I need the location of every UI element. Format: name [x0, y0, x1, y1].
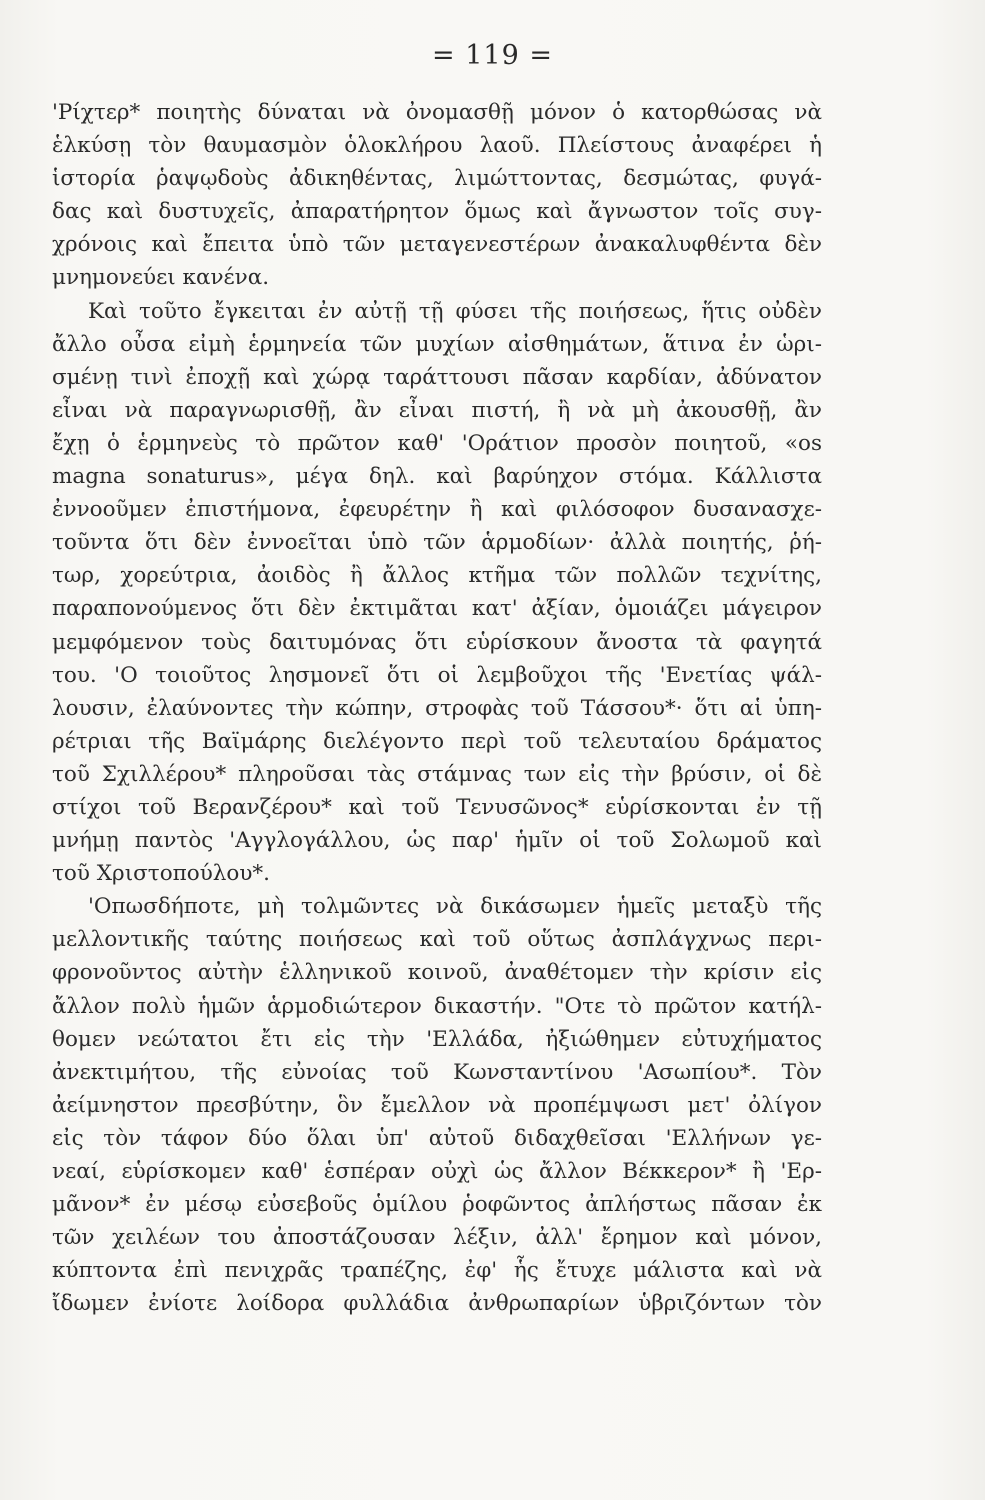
text-line: τωρ, χορεύτρια, ἀοιδὸς ἢ ἄλλος κτῆμα τῶν πολλῶν τεχνίτης,	[52, 563, 822, 589]
text-line: μνημονεύει κανένα.	[52, 265, 270, 291]
text-line: εἰς τὸν τάφον δύο ὅλαι ὑπ' αὐτοῦ διδαχθεῖσαι 'Ελλήνων γε-	[52, 1125, 822, 1151]
text-line: φρονοῦντος αὐτὴν ἑλληνικοῦ κοινοῦ, ἀναθέτομεν τὴν κρίσιν εἰς	[52, 960, 822, 986]
text-line: ἄλλον πολὺ ἡμῶν ἁρμοδιώτερον δικαστήν. "Οτε τὸ πρῶτον κατήλ-	[52, 993, 822, 1019]
text-line: ἔχῃ ὁ ἑρμηνεὺς τὸ πρῶτον καθ' 'Οράτιον προσὸν ποιητοῦ, «os	[52, 430, 822, 456]
text-line: εἶναι νὰ παραγνωρισθῇ, ἂν εἶναι πιστή, ἢ νὰ μὴ ἀκουσθῇ, ἂν	[52, 397, 822, 423]
text-line: 'Οπωσδήποτε, μὴ τολμῶντες νὰ δικάσωμεν ἡμεῖς μεταξὺ τῆς	[88, 894, 822, 920]
text-line: ἐννοοῦμεν ἐπιστήμονα, ἐφευρέτην ἢ καὶ φιλόσοφον δυσανασχε-	[52, 497, 822, 523]
text-line: ἀείμνηστον πρεσβύτην, ὃν ἔμελλον νὰ προπέμψωσι μετ' ὀλίγον	[52, 1092, 822, 1118]
text-line: μνήμῃ παντὸς 'Αγγλογάλλου, ὡς παρ' ἡμῖν οἱ τοῦ Σολωμοῦ καὶ	[52, 828, 822, 854]
text-line: χρόνοις καὶ ἔπειτα ὑπὸ τῶν μεταγενεστέρων ἀνακαλυφθέντα δὲν	[52, 232, 822, 258]
text-line: στίχοι τοῦ Βερανζέρου* καὶ τοῦ Τενυσῶνος* εὑρίσκονται ἐν τῇ	[52, 794, 822, 820]
text-line: τοῦντα ὅτι δὲν ἐννοεῖται ὑπὸ τῶν ἁρμοδίων· ἀλλὰ ποιητής, ῥή-	[52, 530, 822, 556]
text-line: παραπονούμενος ὅτι δὲν ἐκτιμᾶται κατ' ἀξίαν, ὁμοιάζει μάγειρον	[52, 596, 822, 622]
text-line: ἴδωμεν ἐνίοτε λοίδορα φυλλάδια ἀνθρωπαρίων ὑβριζόντων τὸν	[52, 1291, 822, 1317]
text-line: κύπτοντα ἐπὶ πενιχρᾶς τραπέζης, ἐφ' ἧς ἔτυχε μάλιστα καὶ νὰ	[52, 1258, 822, 1284]
text-line: ἀνεκτιμήτου, τῆς εὐνοίας τοῦ Κωνσταντίνου 'Ασωπίου*. Τὸν	[52, 1059, 822, 1085]
text-line: δας καὶ δυστυχεῖς, ἀπαρατήρητον ὅμως καὶ ἄγνωστον τοῖς συγ-	[52, 199, 822, 225]
text-line: μᾶνον* ἐν μέσῳ εὐσεβοῦς ὁμίλου ῥοφῶντος ἀπλήστως πᾶσαν ἐκ	[52, 1192, 822, 1218]
text-line: τοῦ Σχιλλέρου* πληροῦσαι τὰς στάμνας των εἰς τὴν βρύσιν, οἱ δὲ	[52, 761, 822, 787]
text-line: magna sonaturus», μέγα δηλ. καὶ βαρύηχον στόμα. Κάλλιστα	[52, 464, 822, 490]
text-line: νεαί, εὑρίσκομεν καθ' ἑσπέραν οὐχὶ ὡς ἄλλον Βέκκερον* ἢ 'Ερ-	[52, 1159, 822, 1184]
text-line: ἱστορία ῥαψῳδοὺς ἀδικηθέντας, λιμώττοντας, δεσμώτας, φυγά-	[52, 166, 822, 192]
text-line: ἄλλο οὖσα εἰμὴ ἑρμηνεία τῶν μυχίων αἰσθημάτων, ἅτινα ἐν ὡρι-	[52, 331, 822, 357]
text-line: μελλοντικῆς ταύτης ποιήσεως καὶ τοῦ οὕτως ἀσπλάγχνως περι-	[52, 927, 822, 953]
page-number: = 119 =	[432, 40, 553, 71]
text-line: λουσιν, ἐλαύνοντες τὴν κώπην, στροφὰς τοῦ Τάσσου*· ὅτι αἱ ὑπη-	[52, 695, 822, 721]
text-line: θομεν νεώτατοι ἔτι εἰς τὴν 'Ελλάδα, ἠξιώθημεν εὐτυχήματος	[52, 1026, 822, 1052]
text-line: μεμφόμενον τοὺς δαιτυμόνας ὅτι εὑρίσκουν ἄνοστα τὰ φαγητά	[52, 629, 822, 655]
text-line: τῶν χειλέων του ἀποστάζουσαν λέξιν, ἀλλ' ἔρημον καὶ μόνον,	[52, 1225, 822, 1251]
text-line: ρέτριαι τῆς Βαϊμάρης διελέγοντο περὶ τοῦ τελευταίου δράματος	[52, 728, 822, 754]
text-line: Καὶ τοῦτο ἔγκειται ἐν αὐτῇ τῇ φύσει τῆς ποιήσεως, ἥτις οὐδὲν	[88, 298, 822, 324]
body-text	[52, 96, 822, 1320]
text-line: ἑλκύσῃ τὸν θαυμασμὸν ὁλοκλήρου λαοῦ. Πλείστους ἀναφέρει ἡ	[52, 133, 822, 159]
text-line: σμένῃ τινὶ ἐποχῇ καὶ χώρᾳ ταράττουσι πᾶσαν καρδίαν, ἀδύνατον	[52, 364, 822, 390]
text-line: 'Ρίχτερ* ποιητὴς δύναται νὰ ὀνομασθῇ μόνον ὁ κατορθώσας νὰ	[52, 100, 822, 125]
text-line: του. 'Ο τοιοῦτος λησμονεῖ ὅτι οἱ λεμβοῦχοι τῆς 'Ενετίας ψάλ-	[52, 662, 822, 688]
text-line: τοῦ Χριστοπούλου*.	[52, 861, 271, 887]
